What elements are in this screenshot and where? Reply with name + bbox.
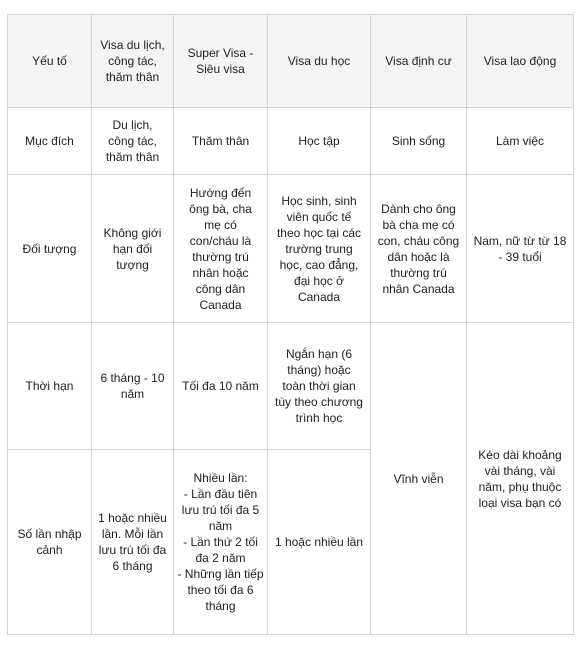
cell-muc-dich-super-visa: Thăm thân xyxy=(174,108,268,175)
header-row xyxy=(8,15,574,108)
cell-muc-dich-visa-du-lich: Du lịch, công tác, thăm thân xyxy=(92,108,174,175)
row-label-doi-tuong: Đối tượng xyxy=(8,175,92,323)
row-label-so-lan-nhap-canh: Số lần nhập cảnh xyxy=(8,450,92,635)
cell-thoi-han-visa-lao-dong: Kéo dài khoảng vài tháng, vài năm, phụ thuộc loại visa bạn có xyxy=(467,323,574,635)
visa-comparison-wrapper xyxy=(7,14,574,635)
cell-doi-tuong-super-visa: Hướng đến ông bà, cha mẹ có con/cháu là thường trú nhân hoặc công dân Canada xyxy=(174,175,268,323)
cell-doi-tuong-visa-dinh-cu: Dành cho ông bà cha mẹ có con, cháu công dân hoặc là thường trú nhân Canada xyxy=(371,175,467,323)
cell-muc-dich-visa-lao-dong: Làm việc xyxy=(467,108,574,175)
cell-thoi-han-visa-du-lich: 6 tháng - 10 năm xyxy=(92,323,174,450)
cell-nhap-canh-visa-du-hoc: 1 hoặc nhiều lần xyxy=(268,450,371,635)
header-yeu-to: Yếu tố xyxy=(8,15,92,108)
cell-muc-dich-visa-du-hoc: Học tập xyxy=(268,108,371,175)
cell-muc-dich-visa-dinh-cu: Sinh sống xyxy=(371,108,467,175)
header-visa-dinh-cu: Visa định cư xyxy=(371,15,467,108)
table-row-doi-tuong xyxy=(8,175,574,323)
cell-doi-tuong-visa-du-hoc: Học sinh, sinh viên quốc tế theo học tại các trường trung học, cao đẳng, đại học ở Canada xyxy=(268,175,371,323)
row-label-muc-dich: Mục đích xyxy=(8,108,92,175)
header-visa-du-hoc: Visa du học xyxy=(268,15,371,108)
cell-thoi-han-visa-du-hoc: Ngắn hạn (6 tháng) hoặc toàn thời gian tùy theo chương trình học xyxy=(268,323,371,450)
visa-comparison-table xyxy=(7,14,574,635)
cell-nhap-canh-super-visa: Nhiều lần: - Lần đầu tiên lưu trú tối đa 5 năm - Lần thứ 2 tối đa 2 năm - Những lần tiếp theo tối đa 6 tháng xyxy=(174,450,268,635)
row-label-thoi-han: Thời hạn xyxy=(8,323,92,450)
header-visa-lao-dong: Visa lao động xyxy=(467,15,574,108)
header-visa-du-lich: Visa du lịch, công tác, thăm thân xyxy=(92,15,174,108)
cell-nhap-canh-visa-du-lich: 1 hoặc nhiều lần. Mỗi lần lưu trú tối đa 6 tháng xyxy=(92,450,174,635)
cell-thoi-han-visa-dinh-cu: Vĩnh viễn xyxy=(371,323,467,635)
cell-thoi-han-super-visa: Tối đa 10 năm xyxy=(174,323,268,450)
cell-doi-tuong-visa-du-lich: Không giới hạn đối tượng xyxy=(92,175,174,323)
cell-doi-tuong-visa-lao-dong: Nam, nữ từ từ 18 - 39 tuổi xyxy=(467,175,574,323)
table-row-muc-dich xyxy=(8,108,574,175)
header-super-visa: Super Visa - Siêu visa xyxy=(174,15,268,108)
table-row-thoi-han xyxy=(8,323,574,450)
